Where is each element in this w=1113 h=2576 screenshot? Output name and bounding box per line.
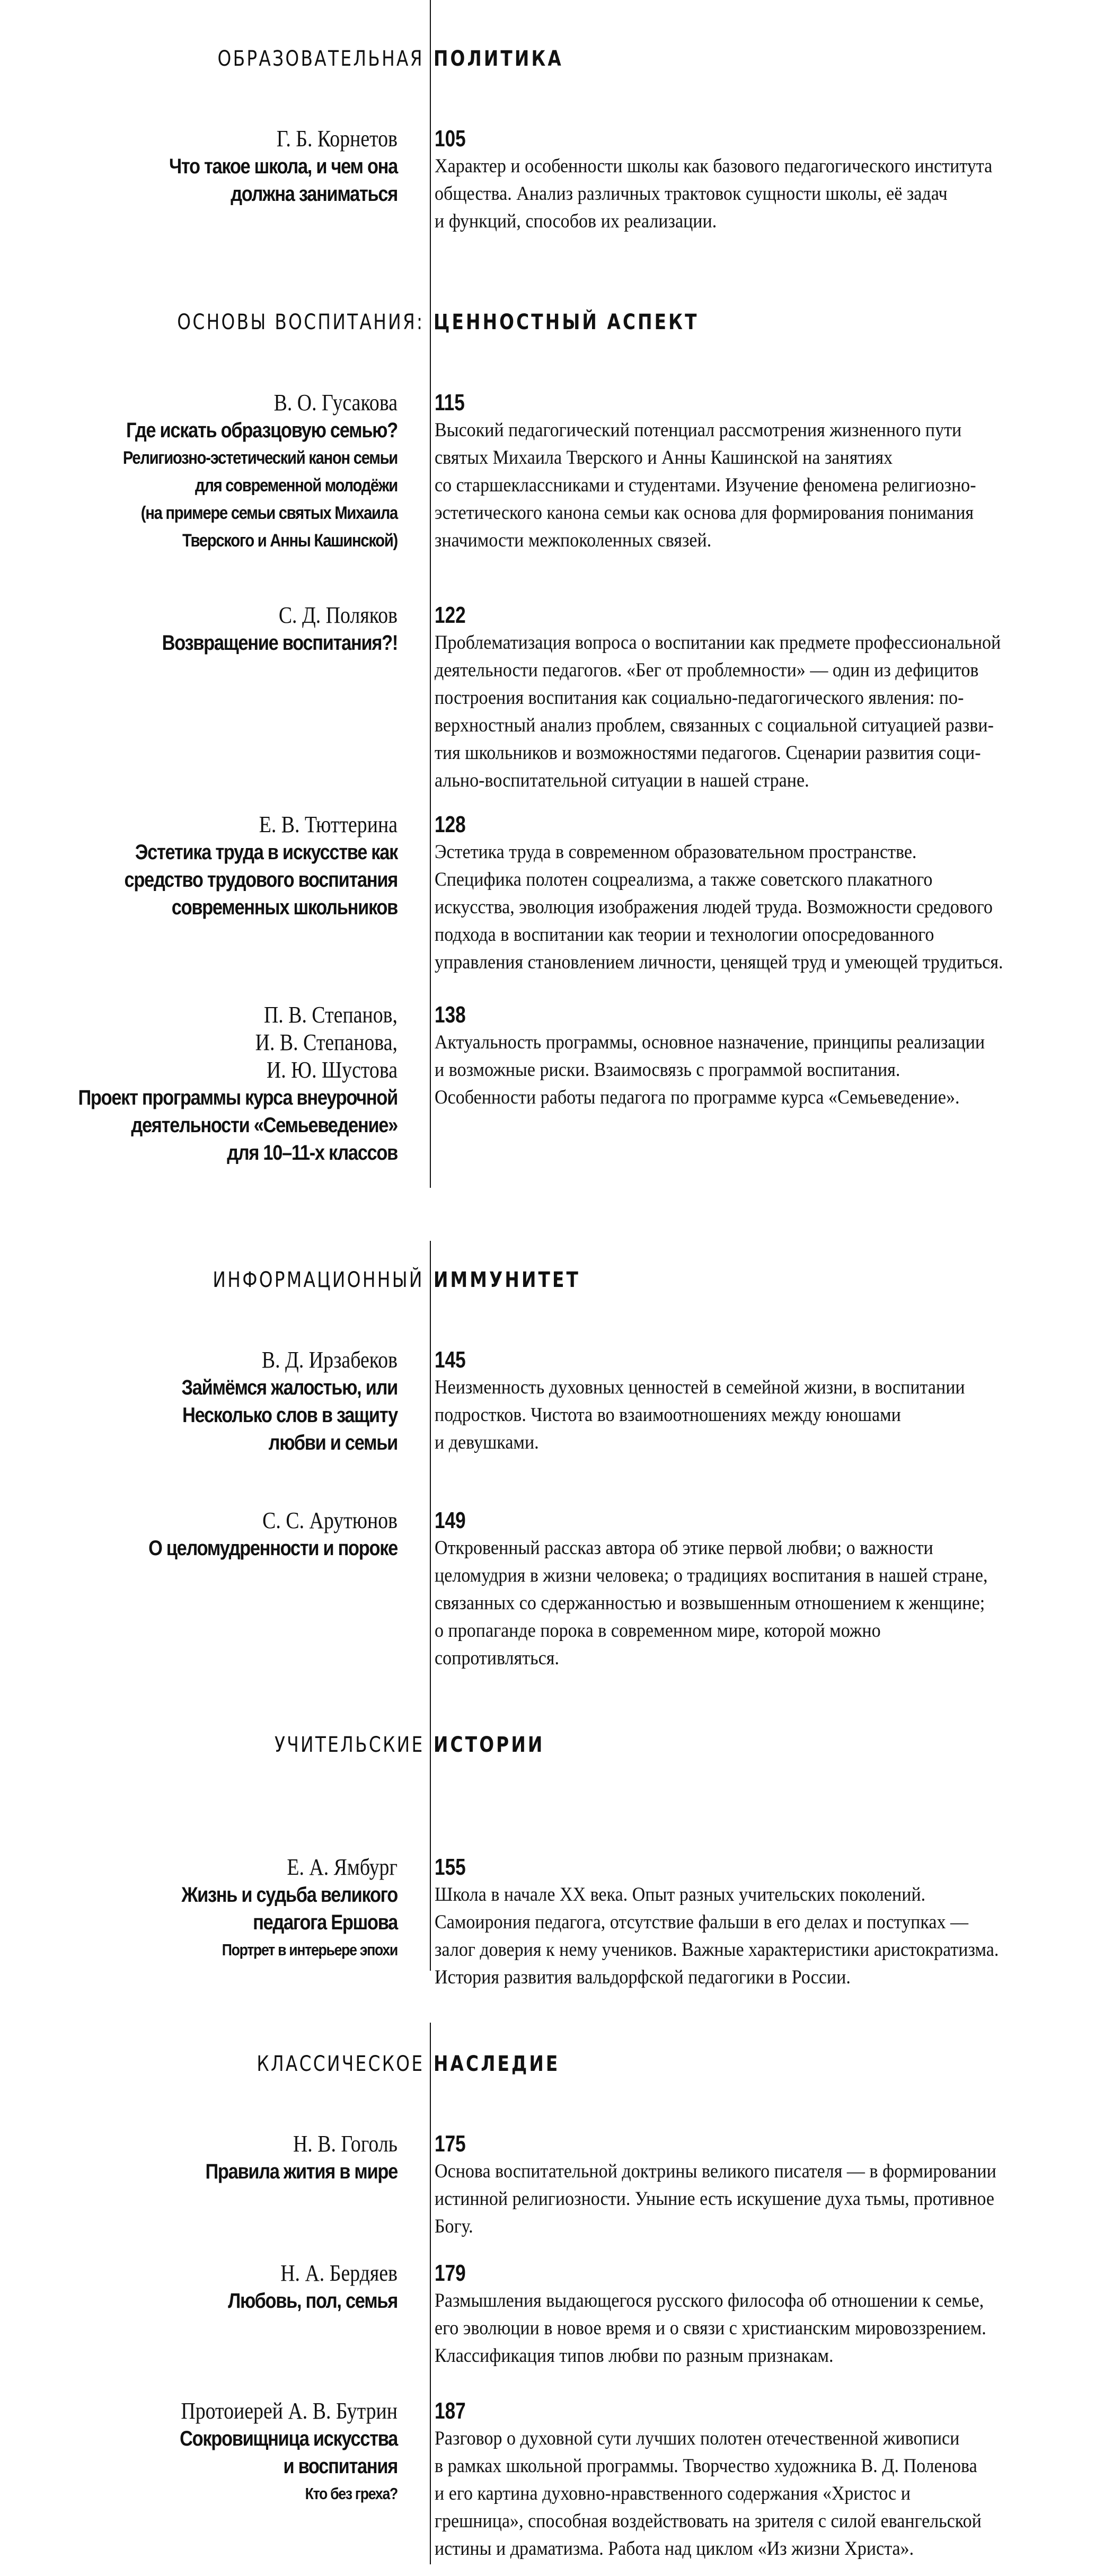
page-number[interactable]: 105 — [435, 126, 466, 152]
author-name: П. В. Степанов, — [263, 1002, 398, 1028]
entry-body — [435, 2130, 1086, 2240]
section-header-left: УЧИТЕЛЬСКИЕ — [274, 1733, 424, 1757]
article-title[interactable]: Несколько слов в защиту — [182, 1404, 398, 1427]
article-description-line: подростков. Чистота во взаимоотношениях между юношами — [435, 1404, 901, 1426]
entry-meta — [0, 1507, 398, 1562]
article-description-line: Откровенный рассказ автора об этике первой любви; о важности — [435, 1537, 933, 1559]
article-description-line: и его картина духовно-нравственного содержания «Христос и — [435, 2483, 911, 2504]
entry-body — [435, 811, 1086, 976]
article-description-line: верхностный анализ проблем, связанных с социальной ситуацией разви- — [435, 714, 994, 736]
article-description-line: Особенности работы педагога по программе курса «Семьеведение». — [435, 1087, 960, 1108]
article-description-line: Размышления выдающегося русского философа об отношении к семье, — [435, 2290, 984, 2312]
article-description-line: истинной религиозности. Уныние есть искушение духа тьмы, противное — [435, 2188, 994, 2210]
author-name: Е. В. Тюттерина — [259, 811, 398, 837]
article-description-line: Разговор о духовной сути лучших полотен отечественной живописи — [435, 2428, 960, 2449]
section-header — [0, 43, 1113, 75]
article-title[interactable]: Любовь, пол, семья — [228, 2289, 398, 2313]
article-description-line: Эстетика труда в современном образовательном пространстве. — [435, 841, 917, 863]
article-description-line: История развития вальдорфской педагогики в России. — [435, 1966, 851, 1988]
article-title[interactable]: Эстетика труда в искусстве как — [135, 841, 398, 864]
article-title[interactable]: Жизнь и судьба великого — [181, 1883, 398, 1907]
author-name: Протоиерей А. В. Бутрин — [181, 2398, 398, 2424]
entry-body — [435, 1001, 1086, 1111]
article-description-line: общества. Анализ различных трактовок сущности школы, её задач — [435, 183, 948, 205]
article-description-line: Высокий педагогический потенциал рассмотрения жизненного пути — [435, 419, 962, 441]
article-description-line: Классификация типов любви по разным признакам. — [435, 2345, 834, 2367]
article-title[interactable]: средство трудового воспитания — [124, 868, 398, 892]
author-name: Н. А. Бердяев — [280, 2260, 398, 2286]
author-name: Н. В. Гоголь — [293, 2131, 398, 2157]
section-header-left: ОБРАЗОВАТЕЛЬНАЯ — [217, 47, 424, 71]
article-description-line: Актуальность программы, основное назначение, принципы реализации — [435, 1031, 985, 1053]
author-name: С. С. Арутюнов — [262, 1507, 398, 1533]
article-description-line: ально-воспитательной ситуации в нашей стране. — [435, 770, 809, 791]
article-description-line: грешница», способная воздействовать на зрителя с силой евангельской — [435, 2510, 982, 2532]
author-name: В. О. Гусакова — [273, 390, 398, 416]
article-description-line: искусства, эволюция изображения людей труда. Возможности средового — [435, 896, 993, 918]
author-name: В. Д. Ирзабеков — [261, 1347, 398, 1373]
article-subtitle: Кто без греха? — [305, 2484, 398, 2503]
entry-meta — [0, 1346, 398, 1457]
article-subtitle: Религиозно-эстетический канон семьи — [122, 448, 398, 468]
article-subtitle: Тверского и Анны Кашинской) — [182, 531, 398, 551]
page-number[interactable]: 149 — [435, 1507, 466, 1533]
article-title[interactable]: Где искать образцовую семью? — [126, 419, 398, 442]
section-header-right: ЦЕННОСТНЫЙ АСПЕКТ — [434, 310, 699, 334]
section-header — [0, 1264, 1113, 1296]
article-description-line: сопротивляться. — [435, 1647, 559, 1669]
section-header-right: ПОЛИТИКА — [434, 47, 563, 71]
article-description-line: и функций, способов их реализации. — [435, 210, 717, 232]
entry-body — [435, 125, 1086, 235]
section-header-right: ИММУНИТЕТ — [434, 1268, 580, 1292]
entry-meta — [0, 1001, 398, 1167]
article-description-line: Богу. — [435, 2216, 473, 2237]
article-title[interactable]: Правила жития в мире — [205, 2160, 398, 2183]
entry-body — [435, 602, 1086, 795]
article-description-line: эстетического канона семьи как основа для формирования понимания — [435, 502, 974, 524]
article-title[interactable]: Проект программы курса внеурочной — [78, 1086, 398, 1109]
entry-meta — [0, 2130, 398, 2185]
entry-meta — [0, 125, 398, 208]
page-number[interactable]: 175 — [435, 2131, 466, 2157]
article-description-line: со старшеклассниками и студентами. Изучение феномена религиозно- — [435, 474, 976, 496]
entry-meta — [0, 2397, 398, 2508]
entry-meta — [0, 1854, 398, 1964]
article-description-line: подхода в воспитании как теории и технологии опосредованного — [435, 924, 934, 946]
article-title[interactable]: и воспитания — [283, 2455, 398, 2478]
column-divider — [430, 0, 431, 1188]
entry-meta — [0, 2260, 398, 2315]
section-header-left: ОСНОВЫ ВОСПИТАНИЯ: — [176, 310, 424, 334]
article-title[interactable]: О целомудренности и пороке — [148, 1537, 398, 1560]
entry-body — [435, 2260, 1086, 2370]
article-description-line: управления становлением личности, ценящей труд и умеющей трудиться. — [435, 951, 1003, 973]
article-title[interactable]: Сокровищница искусства — [180, 2427, 398, 2450]
article-description-line: залог доверия к нему учеников. Важные характеристики аристократизма. — [435, 1939, 999, 1961]
article-title[interactable]: Займёмся жалостью, или — [181, 1376, 398, 1399]
article-description-line: Проблематизация вопроса о воспитании как предмете профессиональной — [435, 632, 1001, 654]
article-title[interactable]: Что такое школа, и чем она — [169, 155, 398, 178]
article-title[interactable]: любви и семьи — [268, 1431, 398, 1454]
author-name: И. В. Степанова, — [255, 1029, 398, 1055]
entry-body — [435, 1854, 1086, 1991]
article-description-line: в рамках школьной программы. Творчество художника В. Д. Поленова — [435, 2455, 977, 2477]
page-number[interactable]: 128 — [435, 811, 466, 837]
article-description-line: и девушками. — [435, 1432, 539, 1453]
column-divider — [430, 2023, 431, 2564]
article-description-line: его эволюции в новое время и о связи с христианским мировоззрением. — [435, 2317, 986, 2339]
entry-meta — [0, 602, 398, 657]
entry-body — [435, 1507, 1086, 1672]
page-number[interactable]: 187 — [435, 2398, 466, 2424]
page-number[interactable]: 138 — [435, 1002, 466, 1028]
section-header-left: ИНФОРМАЦИОННЫЙ — [213, 1268, 424, 1292]
article-description-line: Самоирония педагога, отсутствие фальши в его делах и поступках — — [435, 1911, 969, 1933]
section-header-right: ИСТОРИИ — [434, 1733, 545, 1757]
article-description-line: Основа воспитательной доктрины великого писателя — в формировании — [435, 2160, 996, 2182]
entry-body — [435, 1346, 1086, 1457]
section-header — [0, 306, 1113, 338]
article-subtitle: (на примере семьи святых Михаила — [140, 503, 398, 523]
article-description-line: Неизменность духовных ценностей в семейной жизни, в воспитании — [435, 1377, 965, 1398]
author-name: Г. Б. Корнетов — [276, 126, 398, 152]
article-description-line: Школа в начале XX века. Опыт разных учительских поколений. — [435, 1884, 926, 1905]
page-number[interactable]: 145 — [435, 1347, 466, 1373]
article-description-line: деятельности педагогов. «Бег от проблемности» — один из дефицитов — [435, 659, 979, 681]
section-header-left: КЛАССИЧЕСКОЕ — [256, 2052, 424, 2076]
page-number[interactable]: 155 — [435, 1854, 466, 1880]
article-description-line: построения воспитания как социально-педагогического явления: по- — [435, 687, 964, 709]
author-name: И. Ю. Шустова — [266, 1057, 398, 1083]
article-subtitle: Портрет в интерьере эпохи — [222, 1940, 398, 1959]
article-description-line: тия школьников и возможностями педагогов. Сценарии развития соци- — [435, 742, 981, 764]
entry-body — [435, 2397, 1086, 2563]
article-description-line: связанных со сдержанностью и возвышенным отношением к женщине; — [435, 1592, 985, 1614]
entry-meta — [0, 389, 398, 554]
article-description-line: Специфика полотен соцреализма, а также советского плакатного — [435, 869, 933, 890]
author-name: С. Д. Поляков — [278, 602, 398, 628]
section-header-right: НАСЛЕДИЕ — [434, 2052, 560, 2076]
page-number[interactable]: 115 — [435, 390, 465, 416]
article-title[interactable]: Возвращение воспитания?! — [162, 631, 398, 655]
article-description-line: и возможные риски. Взаимосвязь с программой воспитания. — [435, 1059, 900, 1081]
section-header — [0, 1729, 1113, 1761]
section-header — [0, 2048, 1113, 2080]
article-title[interactable]: должна заниматься — [231, 182, 398, 206]
page-number[interactable]: 179 — [435, 2260, 466, 2286]
article-title[interactable]: для 10–11-х классов — [227, 1141, 398, 1165]
article-description-line: истины и драматизма. Работа над циклом «Из жизни Христа». — [435, 2538, 914, 2560]
article-description-line: целомудрия в жизни человека; о традициях воспитания в нашей стране, — [435, 1565, 988, 1586]
article-description-line: значимости межпоколенных связей. — [435, 530, 712, 551]
article-description-line: о пропаганде порока в современном мире, которой можно — [435, 1620, 881, 1642]
article-description-line: Характер и особенности школы как базового педагогического института — [435, 155, 993, 177]
column-divider — [430, 1241, 431, 1971]
article-title[interactable]: деятельности «Семьеведение» — [131, 1114, 398, 1137]
article-title[interactable]: современных школьников — [171, 896, 398, 919]
entry-meta — [0, 811, 398, 921]
entry-body — [435, 389, 1086, 554]
article-subtitle: для современной молодёжи — [195, 475, 398, 496]
page-number[interactable]: 122 — [435, 602, 466, 628]
article-description-line: святых Михаила Тверского и Анны Кашинской на занятиях — [435, 447, 893, 469]
article-title[interactable]: педагога Ершова — [253, 1911, 398, 1934]
author-name: Е. А. Ямбург — [287, 1854, 398, 1880]
